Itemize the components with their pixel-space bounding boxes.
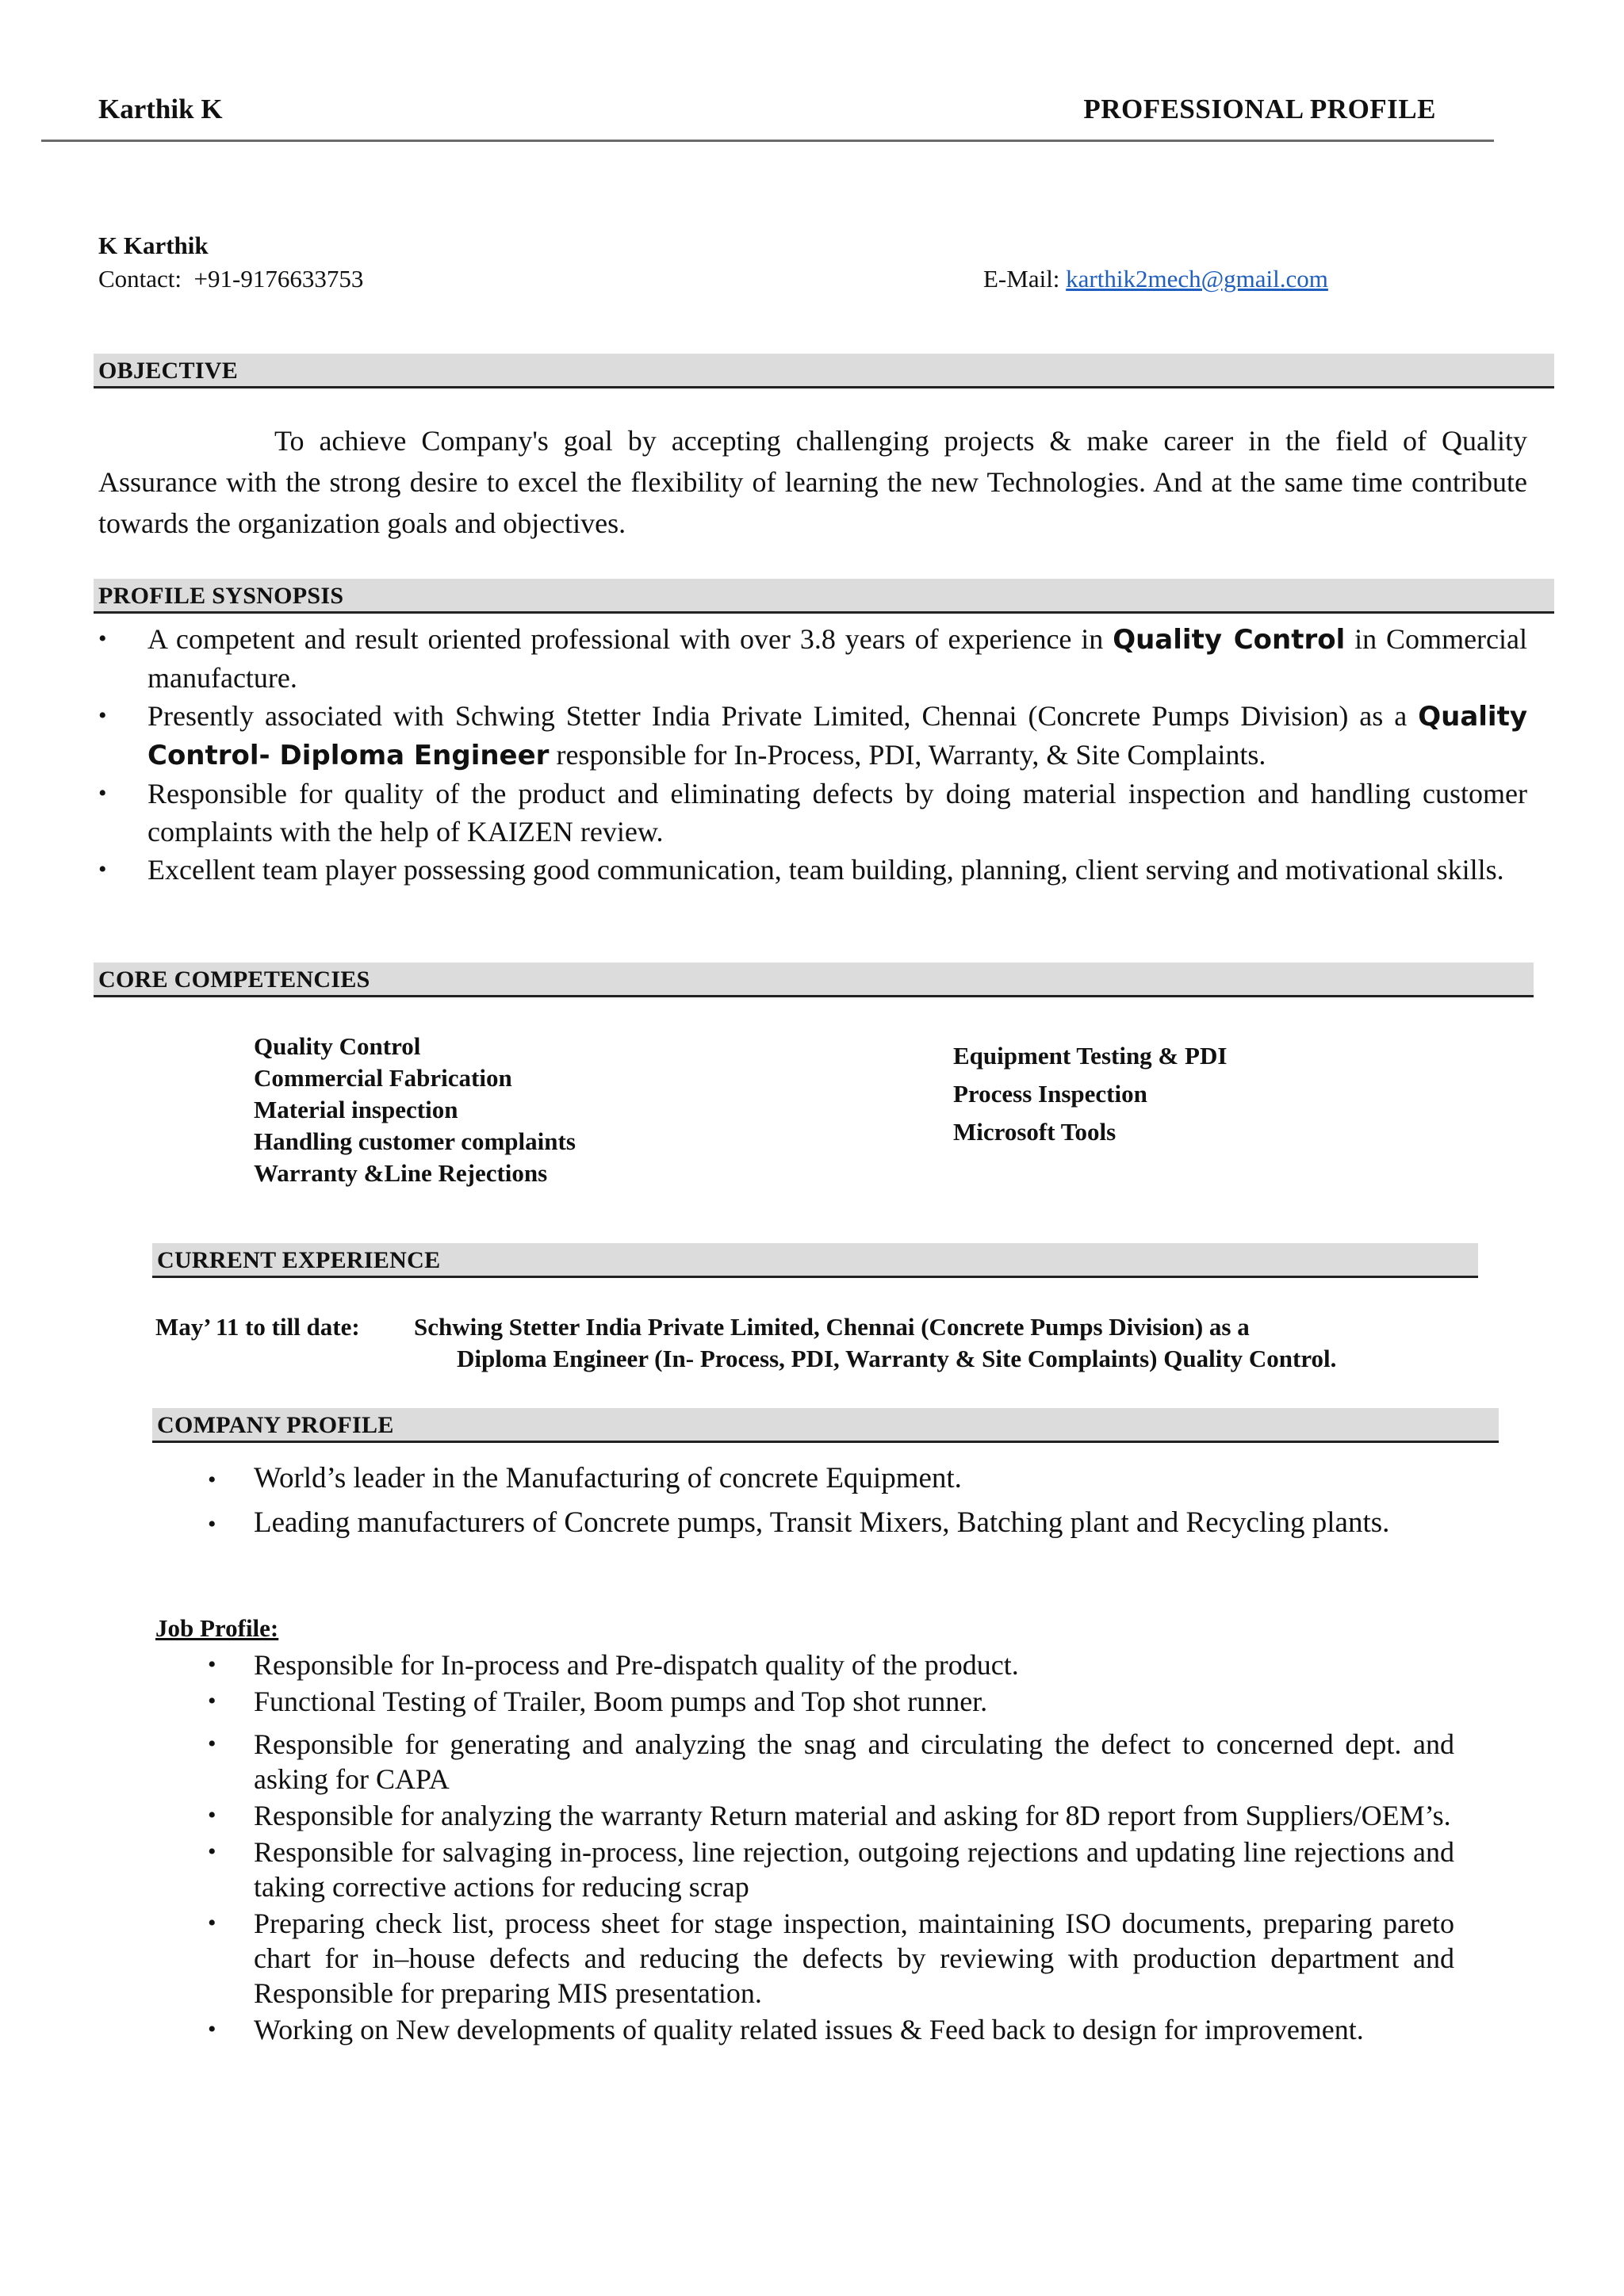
email-link[interactable]: karthik2mech@gmail.com [1066, 265, 1328, 293]
list-item: • Responsible for salvaging in-process, line rejection, outgoing rejections and updating line rejections and taking corrective actions for reducing scrap [208, 1836, 1454, 1903]
competencies-heading: CORE COMPETENCIES [94, 962, 1534, 997]
list-item: • World’s leader in the Manufacturing of concrete Equipment. [208, 1462, 962, 1494]
list-item: • Leading manufacturers of Concrete pumps, Transit Mixers, Batching plant and Recycling plants. [208, 1506, 1390, 1539]
header-name: Karthik K [98, 94, 223, 124]
list-item: • Responsible for analyzing the warranty Return material and asking for 8D report from Suppliers/OEM’s. [208, 1800, 1451, 1831]
job-profile-list [203, 1647, 1454, 2049]
synopsis-heading: PROFILE SYSNOPSIS [94, 579, 1554, 614]
competency-item: Quality Control [254, 1032, 421, 1060]
competency-item: Commercial Fabrication [254, 1064, 512, 1092]
header-divider [41, 140, 1494, 142]
experience-line-2: Diploma Engineer (In- Process, PDI, Warranty & Site Complaints) Quality Control. [457, 1345, 1337, 1372]
list-item: • Functional Testing of Trailer, Boom pumps and Top shot runner. [208, 1686, 988, 1717]
list-item: • Responsible for generating and analyzing the snag and circulating the defect to concerned dept. and asking for CAPA [208, 1728, 1454, 1795]
objective-text [98, 420, 1527, 544]
competency-item: Process Inspection [953, 1080, 1147, 1108]
phone-label: Contact: [98, 265, 182, 293]
experience-line-1: Schwing Stetter India Private Limited, Chennai (Concrete Pumps Division) as a [414, 1313, 1250, 1341]
competencies-left [254, 1031, 576, 1189]
company-profile-list [203, 1457, 1456, 1544]
list-item: • Responsible for quality of the product and eliminating defects by doing material inspection and handling customer complaints with the help of KAIZEN review. [98, 778, 1527, 848]
contact-full-name: K Karthik [98, 232, 209, 259]
objective-paragraph: To achieve Company's goal by accepting challenging projects & make career in the field of Quality Assurance with the strong desire to excel the flexibility of learning the new Technologies. And at the same time contribute towards the organization goals and objectives. [98, 425, 1527, 539]
list-item: • Presently associated with Schwing Stetter India Private Limited, Chennai (Concrete Pumps Division) as a Quality Control- Diploma Engineer responsible for In-Process, PDI, Warranty, & Site Complaints. [98, 700, 1527, 771]
header-title: PROFESSIONAL PROFILE [1083, 94, 1436, 124]
list-item: • Responsible for In-process and Pre-dispatch quality of the product. [208, 1649, 1019, 1681]
list-item: • Excellent team player possessing good communication, team building, planning, client serving and motivational skills. [98, 854, 1504, 886]
synopsis-list [98, 620, 1527, 889]
competency-item: Handling customer complaints [254, 1127, 576, 1155]
list-item: • Working on New developments of quality related issues & Feed back to design for improvement. [208, 2014, 1364, 2045]
contact-email-line [983, 265, 1328, 293]
phone-value: +91-9176633753 [193, 265, 364, 293]
contact-phone-line [98, 265, 363, 293]
job-profile-heading: Job Profile: [155, 1614, 279, 1642]
experience-heading: CURRENT EXPERIENCE [152, 1243, 1478, 1278]
competency-item: Warranty &Line Rejections [254, 1159, 548, 1187]
email-label: E-Mail: [983, 265, 1060, 293]
company-profile-heading: COMPANY PROFILE [152, 1408, 1499, 1443]
competencies-right [953, 1037, 1227, 1151]
competency-item: Microsoft Tools [953, 1118, 1116, 1146]
competency-item: Material inspection [254, 1096, 458, 1123]
list-item: • Preparing check list, process sheet for stage inspection, maintaining ISO documents, preparing pareto chart for in–house defects and reducing the defects by reviewing with production department and Responsible for preparing MIS presentation. [208, 1908, 1454, 2009]
competency-item: Equipment Testing & PDI [953, 1042, 1228, 1070]
list-item: • A competent and result oriented professional with over 3.8 years of experience in Quality Control in Commercial manufacture. [98, 623, 1527, 694]
experience-period: May’ 11 to till date: [155, 1313, 360, 1341]
objective-heading: OBJECTIVE [94, 354, 1554, 388]
